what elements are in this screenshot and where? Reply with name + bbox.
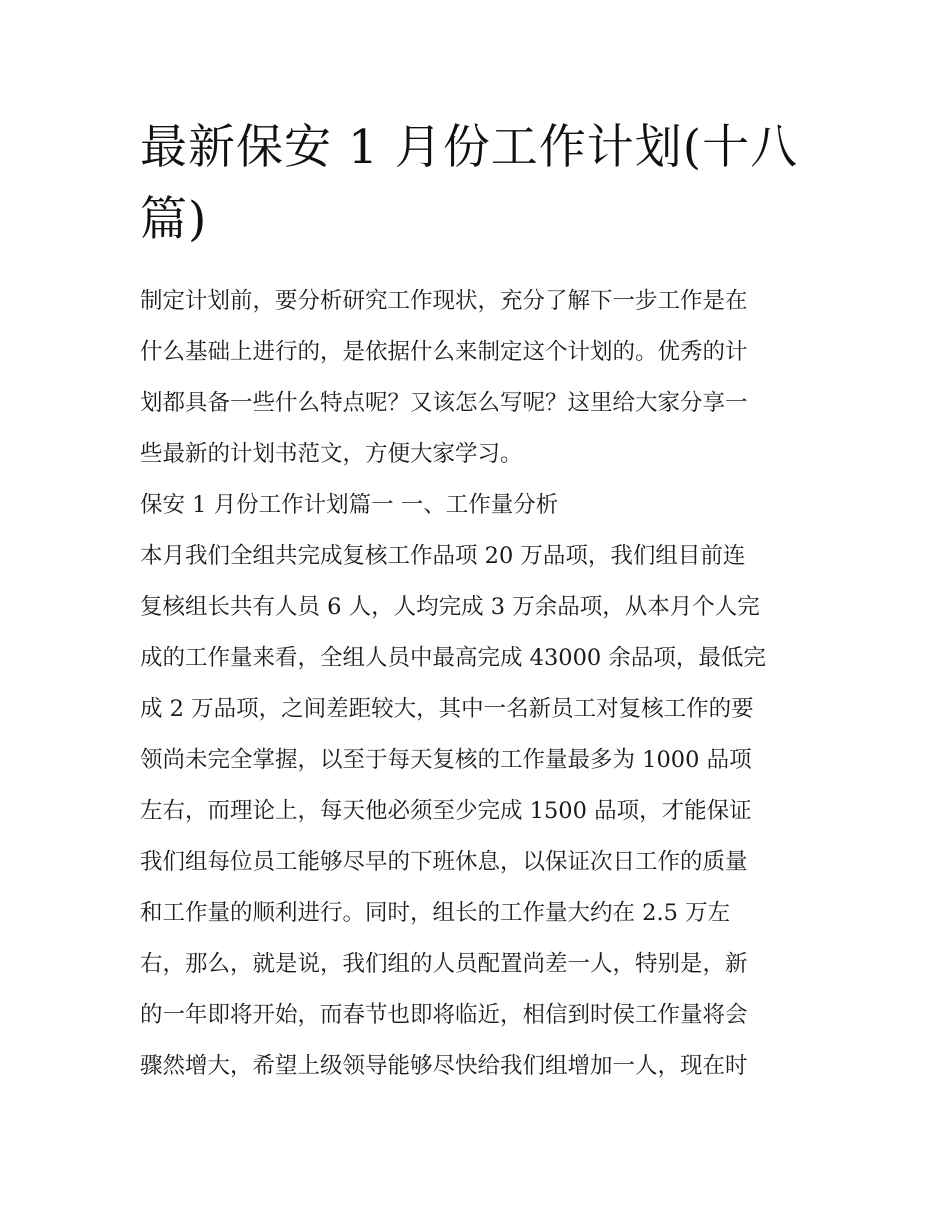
- body-line: 本月我们全组共完成复核工作品项 20 万品项，我们组目前连: [140, 543, 746, 569]
- body-line: 领尚未完全掌握，以至于每天复核的工作量最多为 1000 品项: [140, 747, 752, 773]
- body-line: 什么基础上进行的，是依据什么来制定这个计划的。优秀的计: [140, 339, 748, 365]
- section-heading: 保安 1 月份工作计划篇一 一、工作量分析: [140, 492, 559, 518]
- body-line: 复核组长共有人员 6 人，人均完成 3 万余品项，从本月个人完: [140, 594, 760, 620]
- body-line: 右，那么，就是说，我们组的人员配置尚差一人，特别是，新: [140, 951, 748, 977]
- title-line: 篇): [140, 192, 208, 247]
- body-line: 划都具备一些什么特点呢？又该怎么写呢？这里给大家分享一: [140, 390, 748, 416]
- title-line: 最新保安 1 月份工作计划(十八: [140, 120, 799, 175]
- body-line: 骤然增大，希望上级领导能够尽快给我们组增加一人，现在时: [140, 1053, 748, 1079]
- body-line: 成 2 万品项，之间差距较大，其中一名新员工对复核工作的要: [140, 696, 754, 722]
- body-line: 些最新的计划书范文，方便大家学习。: [140, 441, 523, 467]
- body-line: 左右，而理论上，每天他必须至少完成 1500 品项，才能保证: [140, 798, 752, 824]
- body-line: 的一年即将开始，而春节也即将临近，相信到时侯工作量将会: [140, 1002, 748, 1028]
- body-line: 和工作量的顺利进行。同时，组长的工作量大约在 2.5 万左: [140, 900, 731, 926]
- document-body: [140, 276, 820, 1092]
- body-line: 成的工作量来看，全组人员中最高完成 43000 余品项，最低完: [140, 645, 766, 671]
- document-title: [140, 112, 820, 256]
- body-line: 我们组每位员工能够尽早的下班休息，以保证次日工作的质量: [140, 849, 748, 875]
- body-line: 制定计划前，要分析研究工作现状，充分了解下一步工作是在: [140, 288, 748, 314]
